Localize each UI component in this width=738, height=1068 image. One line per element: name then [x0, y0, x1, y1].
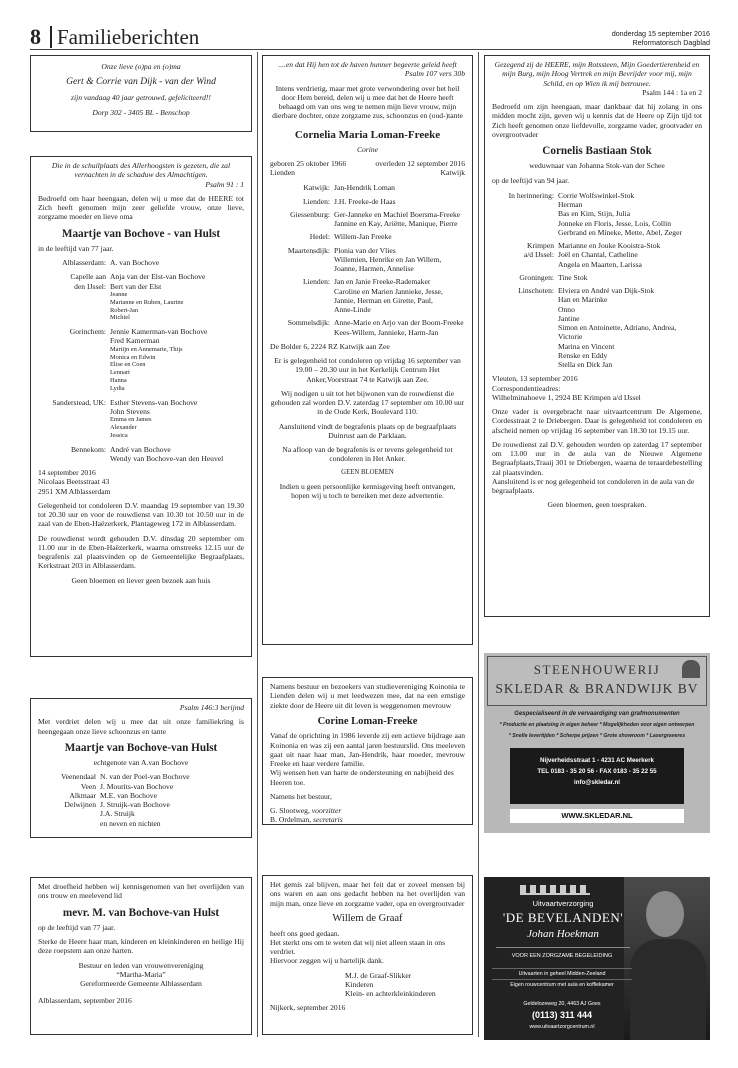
condolence-text: Gelegenheid tot condoleren D.V. maandag 19 september van 19.30 tot 20.30 uur en voor de rouwdienst van 10.30 tot 10.50 uur in de zaal van de Eben-Haëzerkerk, Plantageweg 172 in Alblasserdam.	[38, 500, 244, 529]
relative-name: Simon en Antoinette, Adriano, Andrea, Victorie	[558, 323, 677, 342]
relative-name: Jan-Hendrik Loman	[334, 183, 395, 193]
relative-name: Alexander	[110, 423, 137, 431]
relative-name: Ger-Janneke en Machiel Boersma-Freeke	[334, 209, 461, 219]
no-flowers: GEEN BLOEMEN	[341, 468, 394, 476]
group-names	[334, 183, 465, 192]
deceased-name: Maartje van Bochove - van Hulst	[61, 227, 221, 240]
verse: ....en dat Hij hen tot de haven hunner begeerte geleid heeft	[278, 60, 457, 69]
advertisement-skledar	[484, 653, 710, 833]
relative-name: Caroline en Marien Jannieke, Jesse,	[334, 286, 443, 296]
relative-name: Stella en Dirk Jan	[558, 360, 613, 370]
relative-name: Angela en Maarten, Larissa	[558, 259, 642, 269]
page-header	[30, 24, 710, 50]
relative-name: A. van Bochove	[110, 258, 160, 268]
group-names	[558, 191, 702, 237]
relative-name: Kees-Willem, Jannieke, Harm-Jan	[334, 327, 439, 337]
relative-name: M.E. van Bochove	[100, 790, 157, 800]
ad-line3: Eigen rouwcentrum met aula en koffiekamer	[492, 979, 632, 988]
column-rule	[478, 52, 479, 1037]
relative-place: Veenendaal	[61, 772, 96, 782]
relatives-list	[48, 772, 244, 828]
relative-name: J. Mourits-van Bochove	[100, 781, 174, 791]
relatives-list	[492, 191, 702, 370]
relative-place: Alkmaar	[69, 790, 96, 800]
relative-name: Michiel	[110, 314, 130, 322]
relative-group	[270, 197, 465, 206]
group-place: Groningen:	[519, 272, 554, 282]
relative-name: Jessica	[110, 431, 128, 439]
body-text: Sterke de Heere haar man, kinderen en kleinkinderen en heilige Hij deze roepstem aan onze harten.	[38, 937, 244, 956]
group-place: Sommelsdijk:	[287, 318, 330, 328]
relative-name: André van Bochove	[110, 444, 171, 454]
group-names	[334, 277, 465, 314]
sign-line: Bestuur en leden van vrouwenvereniging	[78, 960, 204, 970]
anniv-line1: Onze lieve (o)pa en (o)ma	[101, 62, 181, 71]
group-names	[110, 258, 244, 267]
ad-email: info@skledar.nl	[574, 779, 620, 786]
relative-name: Marianne en Ruben, Laurine	[110, 298, 184, 306]
relative-name: Jeanne	[110, 290, 128, 298]
ad-web[interactable]: www.uitvaartzorgcentrum.nl	[529, 1024, 595, 1030]
relative-name: J.H. Freeke-de Haas	[334, 196, 396, 206]
verse-ref: Psalm 107 vers 30b	[404, 69, 465, 79]
obituary-mevr-church	[30, 877, 252, 1035]
address-line: Nicolaas Beetsstraat 43	[38, 477, 110, 487]
deceased-name: mevr. M. van Bochove-van Hulst	[62, 906, 220, 919]
sign-line: “Martha-Maria”	[116, 969, 166, 979]
intro-text: Bedroefd om haar heengaan, delen wij u mee dat de HEERE tot Zich heeft genomen mijn zeer geliefde vrouw, onze lieve, zorgzame moeder en lieve oma	[38, 193, 244, 222]
verse-ref: Psalm 144 : 1a en 2	[642, 87, 702, 97]
header-date: donderdag 15 september 2016	[611, 29, 710, 38]
deceased-name: Maartje van Bochove-van Hulst	[64, 741, 218, 754]
condolence-text: Er is gelegenheid tot condoleren op vrijdag 16 september van 19.00 – 20.30 uur in het Kerkelijk Centrum Het Anker,Voorstraat 74 te Katwijk aan Zee.	[274, 356, 461, 384]
date-address	[38, 468, 244, 496]
ad-line2: Uitvaarten in geheel Midden-Zeeland	[492, 968, 632, 977]
group-place: Maartensdijk:	[287, 245, 330, 255]
verse: Die in de schuilplaats des Allerhoogsten is gezeten, die zal vernachten in de schaduw des Almachtigen.	[51, 161, 231, 180]
group-names	[110, 398, 244, 440]
address-line: Correspondentieadres:	[492, 383, 561, 393]
verse-ref: Psalm 91 : 1	[205, 179, 244, 189]
sign-line: Klein- en achterkleinkinderen	[345, 989, 436, 999]
relative-group	[38, 327, 244, 392]
relative-name: Fred Kamerman	[110, 336, 160, 346]
obituary-cornelis	[484, 55, 710, 617]
body-text: Het sterkt ons om te weten dat wij niet alleen staan in ons verdriet.	[270, 937, 446, 957]
relative-group	[270, 277, 465, 314]
intro-text: Met droefheid hebben wij kennisgenomen van het overlijden van ons trouw en meelevend lid	[38, 882, 244, 901]
service-text: De rouwdienst zal D.V. gehouden worden op zaterdag 17 september om 13.00 uur in de aula van de Nieuwe Algemene Begraafplaats,Traaij 301 te Driebergen, waarna de teraardebestelling zal plaatsvinden.	[492, 439, 702, 477]
roepnaam: Corine	[356, 144, 379, 154]
relative-name: Jonneke en Floris, Jesse, Lois, Collin	[558, 218, 672, 228]
relative-name: Esther Stevens-van Bochove	[110, 397, 198, 407]
relative-row	[48, 791, 244, 800]
place-date: Nijkerk, september 2016	[270, 1003, 346, 1013]
intro-text: Het gemis zal blijven, maar het feit dat er zoveel mensen bij ons waren en aan ons gedacht hebben na het overlijden van mijn man, onze lieve en zorgzame vader, opa en overgrootvader	[270, 880, 465, 908]
relative-name: Emma en James	[110, 416, 152, 424]
signature	[345, 971, 465, 999]
relative-group	[270, 318, 465, 337]
relative-group	[38, 445, 244, 464]
relative-name: Lydia	[110, 384, 125, 392]
group-names	[110, 272, 244, 322]
ad-features: * Snelle levertijden * Scherpe prijzen * Grote showroom * Lasergraveres	[508, 733, 686, 739]
relative-row	[48, 809, 244, 818]
ad-person: Johan Hoekman	[527, 928, 599, 940]
ad-line2: SKLEDAR & BRANDWIJK BV	[495, 681, 699, 696]
group-names	[110, 327, 244, 392]
relative-name: J. Struijk-van Bochove	[100, 800, 170, 810]
group-names	[334, 318, 465, 337]
ad-line1: VOOR EEN ZORGZAME BEGELEIDING	[511, 953, 613, 959]
relative-group	[270, 183, 465, 192]
group-names	[334, 232, 465, 241]
group-place: In herinnering:	[508, 190, 554, 200]
obituary-maartje-inlaws	[30, 698, 252, 838]
group-place: Capelle aan den IJssel:	[70, 272, 106, 291]
intro-text: Met verdriet delen wij u mee dat uit onze familiekring is heengegaan onze lieve schoonzus en tante	[38, 717, 244, 736]
anniv-line3: zijn vandaag 40 jaar getrouwd, gefeliciteerd!!	[71, 92, 211, 102]
deceased-name: Cornelis Bastiaan Stok	[542, 145, 652, 157]
group-place: Giessenburg:	[290, 209, 330, 219]
notice-text: Indien u geen persoonlijke kennisgeving heeft ontvangen, hopen wij u toch te bereiken met deze advertentie.	[279, 481, 456, 501]
obituary-maartje-family	[30, 156, 252, 657]
age-text: in de leeftijd van 77 jaar.	[38, 243, 114, 253]
relatives-list	[270, 183, 465, 337]
sign-line: Gereformeerde Gemeente Alblasserdam	[80, 979, 202, 989]
relative-name: Jannie, Herman en Girette, Paul,	[334, 295, 433, 305]
relative-name: Tine Stok	[558, 272, 588, 282]
relative-group	[492, 273, 702, 282]
ad-address: Geldelozeweg 20, 4463 AJ Goes	[523, 1001, 601, 1007]
relative-group	[270, 210, 465, 229]
page-number: 8	[30, 24, 41, 49]
signer	[270, 815, 465, 824]
body-text: Wij wensen hen van harte de ondersteuning en nabijheid des Heeren toe.	[270, 768, 454, 787]
signature	[38, 961, 244, 989]
signer	[270, 806, 465, 815]
intro-text: Intens verdrietig, maar met grote verwondering over het heil door Hem bereid, delen wij u mee dat het de Heere heeft behaagd om van ons weg te nemen mijn lieve vrouw, mijn dierbare dochter, onze zorgzame zus, schoonzus en (oud-)tante	[272, 83, 463, 121]
relative-row	[48, 782, 244, 791]
burial-text: Aansluitend vindt de begrafenis plaats op de begraafplaats Duinrust aan de Parklaan.	[278, 421, 457, 440]
relative-name: Herman	[558, 200, 583, 210]
group-names	[334, 197, 465, 206]
sign-line: M.J. de Graaf-Slikker	[345, 970, 412, 980]
group-place: Alblasserdam:	[62, 258, 106, 268]
relative-group	[270, 232, 465, 241]
age-text: op de leeftijd van 77 jaar.	[38, 922, 116, 932]
relative-place	[48, 809, 100, 818]
relatives-list	[38, 258, 244, 463]
group-place: Hedel:	[309, 232, 330, 242]
group-place: Gorinchem:	[69, 327, 106, 337]
relative-name: Jannine en Kay, Ariëtte, Manique, Pierre	[334, 219, 458, 229]
relative-row	[48, 819, 244, 828]
header-paper: Reformatorisch Dagblad	[632, 38, 710, 47]
signer-name: G. Slootweg,	[270, 806, 310, 816]
relative-group	[492, 286, 702, 369]
group-place: Linschoten:	[518, 286, 554, 296]
intro-text: Bedroefd om zijn heengaan, maar dankbaar dat hij zolang in ons midden mocht zijn, geven wij u kennis dat de Heere op Zijn tijd tot Zich heeft genomen onze liefdevolle, zorgzame vader, grootvader en overgrootvader	[492, 102, 702, 139]
relative-group	[492, 191, 702, 237]
ad-name: 'DE BEVELANDEN'	[502, 910, 624, 925]
born-text: geboren 25 oktober 1966	[270, 158, 347, 168]
after-text: Na afloop van de begrafenis is er tevens gelegenheid tot condoleren in Het Anker.	[282, 445, 453, 464]
birth-death	[270, 159, 465, 178]
relative-group	[38, 258, 244, 267]
relative-name: en neven en nichten	[100, 818, 161, 828]
date-address	[492, 374, 702, 402]
relative-group	[38, 272, 244, 322]
group-names	[334, 246, 465, 274]
group-place: Lienden:	[303, 277, 330, 287]
header-meta	[612, 29, 710, 47]
sign-line: Kinderen	[345, 979, 374, 989]
header-divider	[50, 26, 52, 48]
ad-web[interactable]: WWW.SKLEDAR.NL	[510, 809, 684, 823]
relative-name: Willemien, Henrike en Jan Willem,	[334, 254, 442, 264]
body-text: heeft ons goed gedaan.	[270, 928, 340, 938]
date-line: 14 september 2016	[38, 468, 96, 477]
born-place: Lienden	[270, 168, 295, 178]
group-place: Bennekom:	[70, 444, 106, 454]
relative-place	[48, 819, 100, 828]
relative-name: Martijn en Annemarie, Thijs	[110, 345, 183, 353]
relative-name: Gerbrand en Mineke, Mette, Abel, Zeger	[558, 227, 682, 237]
subtitle: echtgenote van A.van Bochove	[93, 758, 189, 768]
group-names	[558, 273, 702, 282]
relative-name: Bert van der Elst	[110, 281, 162, 291]
body-text: Onze vader is overgebracht naar uitvaartcentrum De Algemene, Cordesstraat 2 te Driebergen. Daar is gelegenheid tot condoleren en afscheid nemen op vrijdag 16 september van 18.30 tot 19.15 uur.	[492, 407, 702, 435]
anniversary-notice	[30, 55, 252, 132]
relative-name: Joanne, Harmen, Annelise	[334, 264, 414, 274]
column-rule	[257, 52, 258, 1037]
relative-group	[270, 246, 465, 274]
relative-place: Veen	[80, 781, 96, 791]
ad-tagline: Gespecialiseerd in de vervaardiging van grafmonumenten	[514, 711, 680, 717]
advertisement-bevelanden	[484, 877, 710, 1040]
address-line: De Bolder 6, 2224 RZ Katwijk aan Zee	[270, 341, 390, 351]
subtitle: weduwnaar van Johanna Stok-van der Schee	[529, 161, 665, 171]
signer-name: B. Ordelman,	[270, 815, 312, 825]
group-names	[558, 286, 702, 369]
group-place: Krimpen a/d IJssel:	[523, 241, 554, 260]
relative-name: Elise en Coen	[110, 361, 146, 369]
body-text: Hiervoor zeggen wij u hartelijk dank.	[270, 956, 384, 966]
group-place: Sanderstead, UK:	[52, 397, 106, 407]
obituary-corine-koinonia	[262, 677, 473, 825]
relative-row	[48, 800, 244, 809]
deceased-name: Corine Loman-Freeke	[317, 715, 418, 727]
relative-name: Anja van der Elst-van Bochove	[110, 272, 206, 282]
body-text: Vanaf de oprichting in 1986 leverde zij een actieve bijdrage aan Koinonia en was zij een aantal jaren bestuurslid. Ons meeleven gaat uit naar haar man, Jan-Hendrik, haar moeder, mevrouw Freeke en haar verdere familie.	[270, 731, 465, 769]
relative-name: Willem-Jan Freeke	[334, 232, 392, 242]
address-line: 2951 XM Alblasserdam	[38, 486, 111, 496]
anniv-names: Gert & Corrie van Dijk - van der Wind	[66, 76, 216, 88]
ad-address: Nijverheidsstraat 1 - 4231 AC Meerkerk	[540, 757, 654, 764]
relative-name: Anne-Linde	[334, 305, 371, 315]
intro-text: Namens bestuur en bezoekers van studievereniging Koinonia te Lienden delen wij u met leedwezen mee, dat na een ernstige ziekte door de Heere uit dit leven is weggenomen mevrouw	[270, 682, 465, 710]
person-photo	[624, 877, 710, 1040]
person-body	[630, 939, 706, 1040]
body-text: Namens het bestuur,	[270, 791, 332, 801]
ad-features: * Productie en plaatsing in eigen beheer * Mogelijkheden voor eigen ontwerpen	[499, 722, 695, 728]
person-head	[646, 891, 684, 937]
closing-text: Geen bloemen en liever geen bezoek aan huis	[71, 575, 211, 585]
relative-name: Hanna	[110, 376, 127, 384]
relative-name: Joël en Chantal, Catheline	[558, 250, 638, 260]
ad-top: Uitvaartverzorging	[532, 899, 594, 908]
died-place: Katwijk	[440, 168, 465, 178]
relative-name: Han en Marinke	[558, 295, 608, 305]
relative-name: Monica en Edwin	[110, 353, 156, 361]
service-text: De rouwdienst wordt gehouden D.V. dinsdag 20 september om 11.00 uur in de Eben-Haëzerkerk, waarna omstreeks 12.15 uur de begrafenis zal plaatsvinden op de Gemeentelijke Begraafplaats, Kerkstraat 203 in Alblasserdam.	[38, 533, 244, 571]
verse: Gezegend zij de HEERE, mijn Rotssteen, Mijn Goedertierenheid en mijn Burg, mijn Hoog Vertrek en mijn Bevrijder voor mij, mijn Schild, en op Wien ik mij betrouwe.	[494, 60, 700, 88]
relative-name: Marianne en Jouke Kooistra-Stok	[558, 241, 661, 251]
building-icon	[520, 885, 590, 895]
relative-name: Corrie Wolfswinkel-Stok	[558, 190, 635, 200]
relative-name: Bas en Kim, Stijn, Julia	[558, 209, 631, 219]
ad-line1: STEENHOUWERIJ	[533, 662, 661, 677]
group-place: Katwijk:	[303, 183, 330, 193]
place-date: Alblasserdam, september 2016	[38, 996, 132, 1006]
relative-name: Anne-Marie en Arjo van der Boom-Freeke	[334, 318, 464, 328]
relative-name: Renske en Eddy	[558, 350, 608, 360]
relative-name: Plonia van der Vlies	[334, 245, 396, 255]
relative-group	[38, 398, 244, 440]
obituary-cornelia	[262, 55, 473, 645]
relative-name: Jennie Kamerman-van Bochove	[110, 327, 208, 337]
relative-name: Robert-Jan	[110, 306, 139, 314]
relative-name: Onno	[558, 304, 575, 314]
signer-role: secretaris	[313, 815, 343, 825]
ad-divider	[496, 947, 630, 948]
group-names	[110, 445, 244, 464]
relative-name: Elviera en André van Dijk-Stok	[558, 286, 655, 296]
ad-phone: (0113) 311 444	[531, 1010, 593, 1020]
body-text: Aansluitend is er nog gelegenheid tot condoleren in de aula van de begraafplaats.	[492, 476, 695, 496]
relative-name: Lennart	[110, 369, 130, 377]
service-text: Wij nodigen u uit tot het bijwonen van de rouwdienst die gehouden zal worden D.V. zaterdag 17 september om 10.00 uur in de Oude Kerk, Boulevard 110.	[270, 388, 465, 417]
deceased-name: Willem de Graaf	[332, 912, 403, 924]
relative-name: Jantine	[558, 313, 580, 323]
group-place: Lienden:	[303, 196, 330, 206]
psalm-ref: Psalm 146:3 berijmd	[179, 703, 244, 712]
relative-name: N. van der Poel-van Bochove	[100, 772, 190, 782]
closing-text: Geen bloemen, geen toespraken.	[547, 500, 647, 510]
anniv-address: Dorp 302 - 3405 BL - Benschop	[92, 108, 190, 118]
deceased-name: Cornelia Maria Loman-Freeke	[294, 128, 441, 141]
relative-row	[48, 772, 244, 781]
relative-name: Jan en Janie Freeke-Rademaker	[334, 277, 431, 287]
relative-name: J.A. Struijk	[100, 809, 135, 819]
relative-group	[492, 241, 702, 269]
relative-place: Delwijnen	[64, 800, 96, 810]
contact-box	[510, 748, 684, 804]
group-names	[334, 210, 465, 229]
section-title: Familieberichten	[57, 25, 200, 49]
thanks-willem	[262, 875, 473, 1035]
relative-name: Wendy van Bochove-van den Heuvel	[110, 453, 224, 463]
ad-phone: TEL 0183 - 35 20 56 - FAX 0183 - 35 22 55	[537, 768, 657, 775]
relative-name: Marina en Vincent	[558, 341, 615, 351]
date-line: Vleuten, 13 september 2016	[492, 374, 578, 384]
signer-role: voorzitter	[311, 806, 342, 816]
relative-name: John Stevens	[110, 406, 150, 416]
group-names	[558, 241, 702, 269]
age-text: op de leeftijd van 94 jaar.	[492, 175, 570, 185]
address-line: Wilhelminahoeve 1, 2924 BE Krimpen a/d IJssel	[492, 392, 641, 402]
died-text: overleden 12 september 2016	[375, 158, 465, 168]
